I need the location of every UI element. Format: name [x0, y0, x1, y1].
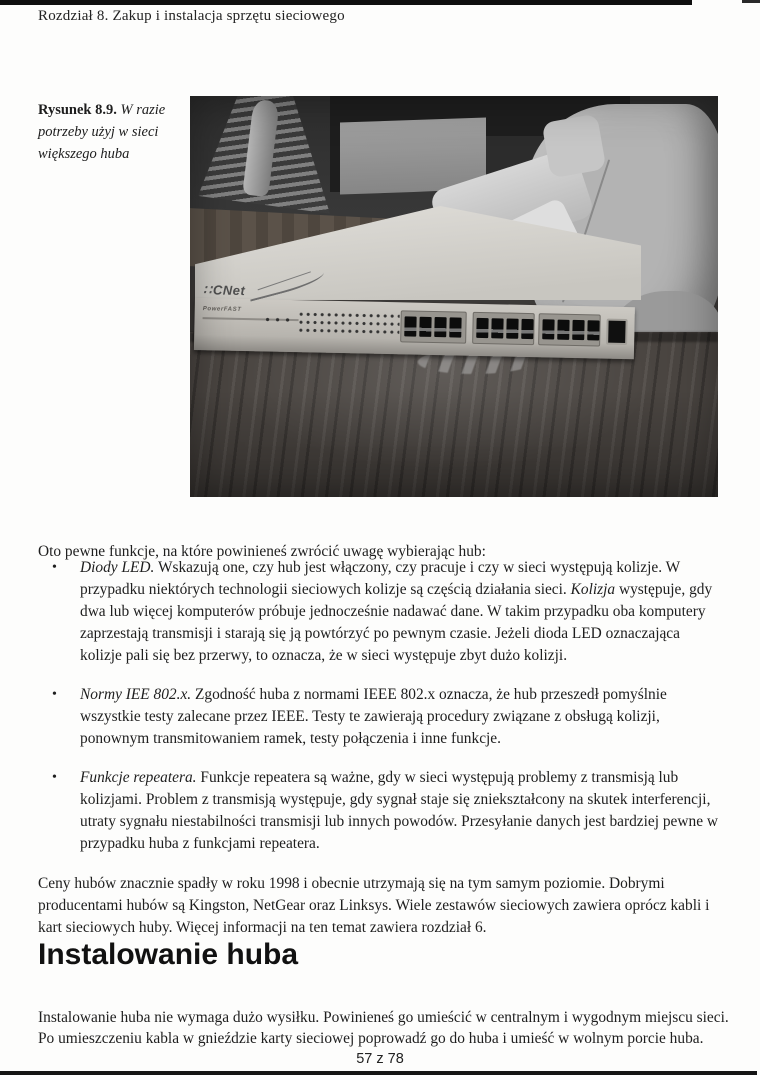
bottom-edge-rule: [0, 1071, 757, 1075]
list-item: [38, 767, 730, 855]
hub-prices-paragraph: Ceny hubów znacznie spadły w roku 1998 i obecnie utrzymają się na tym samym poziomie. Dobrymi producentami hubów są Kingston, NetGear oraz Linksys. Wiele zestawów sieciowych zawiera oprócz kabli i kart sieciowych huby. Więcej informacji na ten temat zawiera rozdział 6.: [38, 875, 710, 937]
list-item-lead: Normy IEE 802.x.: [80, 686, 192, 703]
section-heading: Instalowanie huba: [38, 938, 299, 971]
list-item-body: Wskazują one, czy hub jest włączony, czy pracuje i czy w sieci występują kolizje. W przypadku niektórych technologii sieciowych kolizje są częścią działania sieci.: [80, 559, 680, 598]
page-number: 57 z 78: [356, 1051, 404, 1067]
list-item: [38, 557, 730, 667]
list-item-emphasis: Kolizja: [570, 581, 616, 598]
hub-photo: [190, 96, 718, 497]
list-item-text: [80, 557, 724, 667]
figure-caption-text: W razie potrzeby użyj w sieci większego huba: [38, 102, 166, 162]
intro-paragraph: Oto pewne funkcje, na które powinieneś zwrócić uwagę wybierając hub:: [38, 543, 486, 561]
top-edge-mark: [742, 0, 760, 3]
figure-label: Rysunek 8.9.: [38, 102, 117, 118]
list-item-body: występuje, gdy dwa lub więcej komputerów próbuje jednocześnie nadawać dane. W takim przypadku oba komputery zaprzestają transmisji i starają się ją powtórzyć po pewnym czasie. Jeżeli dioda LED oznaczająca kolizje pali się bez przerwy, to oznacza, że w sieci występuje zbyt dużo kolizji.: [80, 581, 713, 664]
photo-vignette: [190, 96, 718, 497]
top-edge-rule: [0, 0, 692, 5]
hub-brand-logo: ∷ CNet: [203, 282, 245, 299]
feature-list: [38, 557, 730, 872]
list-item-text: [80, 684, 724, 750]
list-item-lead: Funkcje repeatera.: [80, 769, 197, 786]
list-item-text: [80, 767, 724, 855]
figure-caption: [38, 100, 188, 165]
list-item-body: Zgodność huba z normami IEEE 802.x oznacza, że hub przeszedł pomyślnie wszystkie testy zalecane przez IEEE. Testy te zawierają procedury związane z obsługą kolizji, ponownym transmitowaniem ramek, testy połączenia i inne funkcje.: [80, 686, 667, 747]
installation-paragraph: Instalowanie huba nie wymaga dużo wysiłku. Powinieneś go umieścić w centralnym i wygodnym miejscu sieci. Po umieszczeniu kabla w gnieździe karty sieciowej poprowadź go do huba i umieść w wolnym porcie huba.: [38, 1009, 729, 1048]
list-item-lead: Diody LED.: [80, 559, 155, 576]
list-item: [38, 684, 730, 750]
list-item-body: Funkcje repeatera są ważne, gdy w sieci występują problemy z transmisją lub kolizjami. Problem z transmisją występuje, gdy sygnał staje się zniekształcony na skutek interferencji, utraty sygnału niestabilności transmisji lub innych powodów. Przesyłanie danych jest bardziej pewne w przypadku huba z funkcjami repeatera.: [80, 769, 718, 852]
bullet-marker: •: [52, 687, 57, 702]
bullet-marker: •: [52, 560, 57, 575]
hub-model-text: PowerFAST: [202, 306, 242, 313]
bullet-marker: •: [52, 770, 57, 785]
chapter-header: Rozdział 8. Zakup i instalacja sprzętu sieciowego: [38, 8, 345, 24]
